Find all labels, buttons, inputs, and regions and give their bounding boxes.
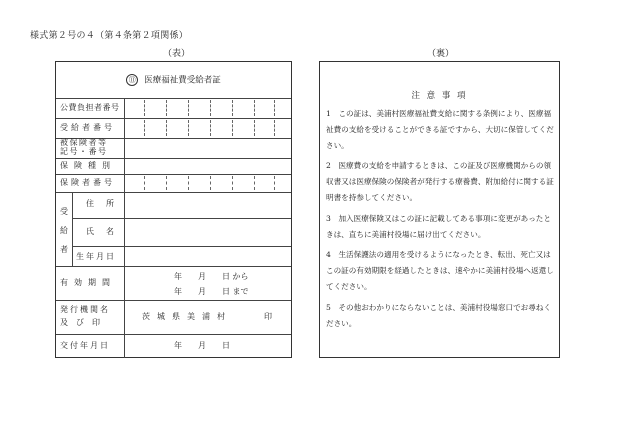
card-title: 医療福祉費受給者証 xyxy=(144,75,221,86)
note-number: 4 xyxy=(326,250,331,259)
official-seal-mark: 印 xyxy=(264,312,272,321)
issue-date-label: 交付年月日 xyxy=(60,341,110,350)
front-side-label: （表） xyxy=(163,49,191,59)
validity-from: 年 月 日 から xyxy=(174,272,249,281)
name-label: 氏 名 xyxy=(86,227,116,236)
front-card xyxy=(55,61,292,358)
note-number: 3 xyxy=(326,214,331,223)
note-item xyxy=(326,300,554,332)
note-item xyxy=(326,211,554,243)
form-number-title: 様式第２号の４（第４条第２項関係） xyxy=(30,31,189,41)
note-number: 5 xyxy=(326,303,331,312)
notes-title: 注 意 事 項 xyxy=(411,91,468,101)
note-item xyxy=(326,106,554,154)
back-card xyxy=(319,61,560,358)
validity-to: 年 月 日 まで xyxy=(174,287,249,296)
insured-symbol-label: 被保険者等 xyxy=(60,138,108,147)
insurance-type-label: 保険種別 xyxy=(60,161,116,170)
birthdate-label: 生年月日 xyxy=(76,252,116,261)
insurer-number-label: 保険者番号 xyxy=(60,178,115,187)
note-item xyxy=(326,247,554,295)
note-number: 2 xyxy=(326,161,331,170)
recipient-group-label: 受給者 xyxy=(60,207,68,254)
note-text: 生活保護法の適用を受けるようになったとき、転出、死亡又はこの証の有効期限を経過したときは、速やかに美浦村役場へ返還してください。 xyxy=(326,250,554,291)
insured-number-label: 記号・番号 xyxy=(60,147,108,156)
note-text: 加入医療保険又はこの証に記載してある事項に変更があったときは、直ちに美浦村役場に届け出てください。 xyxy=(326,214,551,239)
note-number: 1 xyxy=(326,109,331,118)
back-side-label: （裏） xyxy=(427,49,455,59)
note-text: その他おわかりにならないことは、美浦村役場窓口でお尋ねください。 xyxy=(326,303,552,328)
payer-number-label: 公費負担者番号 xyxy=(60,103,120,112)
circle-number-mark: ⑪ xyxy=(126,74,138,86)
issuer-name: 茨城県美浦村 xyxy=(142,312,232,321)
note-text: この証は、美浦村医療福祉費支給に関する条例により、医療福祉費の支給を受けることができる証ですから、大切に保管してください。 xyxy=(326,109,554,150)
issuer-label-line1: 発行機関名 xyxy=(60,305,110,314)
validity-label: 有効期間 xyxy=(60,278,116,287)
note-text: 医療費の支給を申請するときは、この証及び医療機関からの領収書又は医療保険の保険者が発行する療養費、附加給付に関する証明書を持参してください。 xyxy=(326,161,554,202)
issue-date-value: 年 月 日 xyxy=(174,341,230,350)
recipient-number-label: 受給者番号 xyxy=(60,123,115,132)
issuer-label-line2: 及 び 印 xyxy=(60,318,100,327)
note-item xyxy=(326,158,554,206)
address-label: 住 所 xyxy=(86,199,116,208)
card-title-row xyxy=(56,74,291,86)
